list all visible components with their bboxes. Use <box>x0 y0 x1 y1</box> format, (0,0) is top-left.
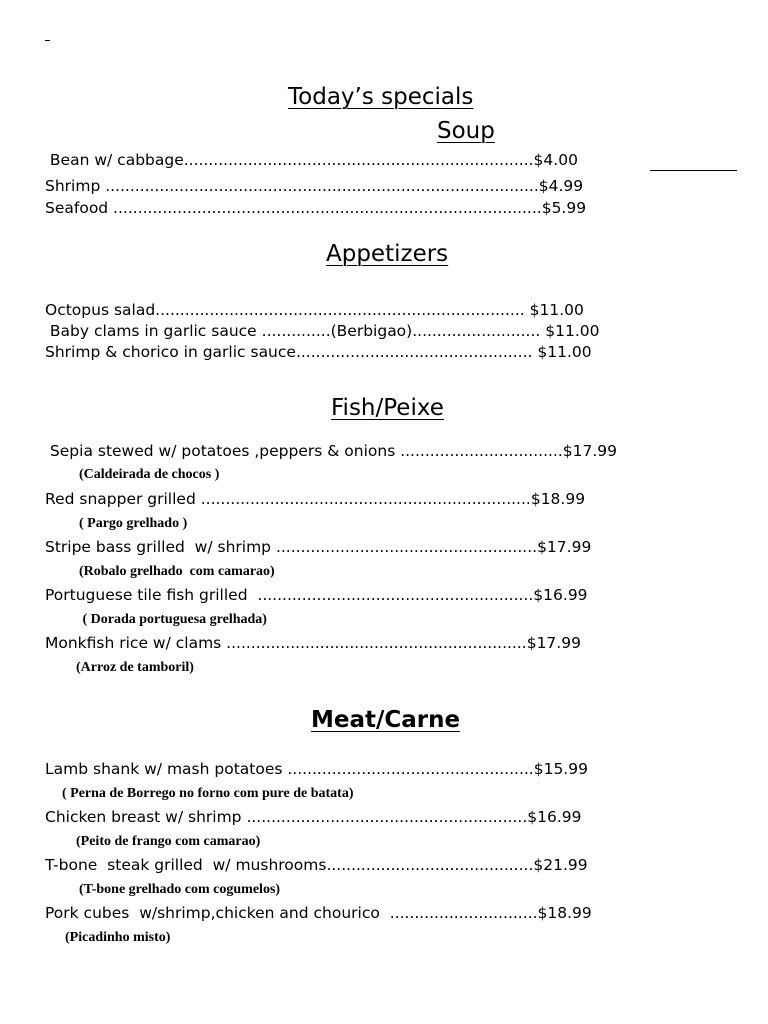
fish-item-stripe-bass: Stripe bass grilled w/ shrimp .....................................................$17.99 <box>45 538 592 556</box>
meat-item-chicken-pt: (Peito de frango com camarao) <box>76 834 261 849</box>
meat-item-tbone: T-bone steak grilled w/ mushrooms..........................................$21.99 <box>45 856 588 874</box>
fish-item-red-snapper-pt: ( Pargo grelhado ) <box>79 516 188 531</box>
fish-item-monkfish: Monkfish rice w/ clams .............................................................$17.99 <box>45 634 581 652</box>
soup-item-seafood: Seafood .......................................................................................$5.99 <box>45 199 587 217</box>
appetizer-item-shrimp-chorico: Shrimp & chorico in garlic sauce................................................ $11.00 <box>45 343 592 361</box>
fish-item-tile-fish-pt: ( Dorada portuguesa grelhada) <box>79 612 267 627</box>
fish-heading: Fish/Peixe <box>331 395 444 421</box>
fish-item-stripe-bass-pt: (Robalo grelhado com camarao) <box>79 564 275 579</box>
soup-item-shrimp: Shrimp ........................................................................................$4.99 <box>45 177 584 195</box>
meat-item-pork-pt: (Picadinho misto) <box>65 930 171 945</box>
meat-item-lamb: Lamb shank w/ mash potatoes ..................................................$15.99 <box>45 760 588 778</box>
appetizers-heading: Appetizers <box>326 241 449 267</box>
page-title: Today’s specials <box>288 84 474 110</box>
fish-item-sepia: Sepia stewed w/ potatoes ,peppers & onions .................................$17.99 <box>45 442 618 460</box>
appetizer-item-octopus: Octopus salad........................................................................... $11.00 <box>45 301 584 319</box>
meat-item-pork: Pork cubes w/shrimp,chicken and chourico ..............................$18.99 <box>45 904 592 922</box>
underline-rule <box>650 170 737 171</box>
appetizer-item-clams: Baby clams in garlic sauce ..............(Berbigao).......................... $11.00 <box>45 322 600 340</box>
fish-item-tile-fish: Portuguese tile fish grilled ........................................................$16.99 <box>45 586 588 604</box>
fish-item-red-snapper: Red snapper grilled ...................................................................$18.99 <box>45 490 586 508</box>
meat-item-tbone-pt: (T-bone grelhado com cogumelos) <box>79 882 281 897</box>
page-mark <box>45 40 50 41</box>
meat-item-chicken: Chicken breast w/ shrimp .........................................................$16.99 <box>45 808 582 826</box>
fish-item-monkfish-pt: (Arroz de tamboril) <box>76 660 194 675</box>
meat-item-lamb-pt: ( Perna de Borrego no forno com pure de batata) <box>62 786 354 801</box>
meat-heading: Meat/Carne <box>311 707 461 733</box>
fish-item-sepia-pt: (Caldeirada de chocos ) <box>79 467 220 482</box>
soup-item-bean: Bean w/ cabbage.......................................................................$4.00 <box>45 151 578 169</box>
soup-heading: Soup <box>437 118 495 144</box>
